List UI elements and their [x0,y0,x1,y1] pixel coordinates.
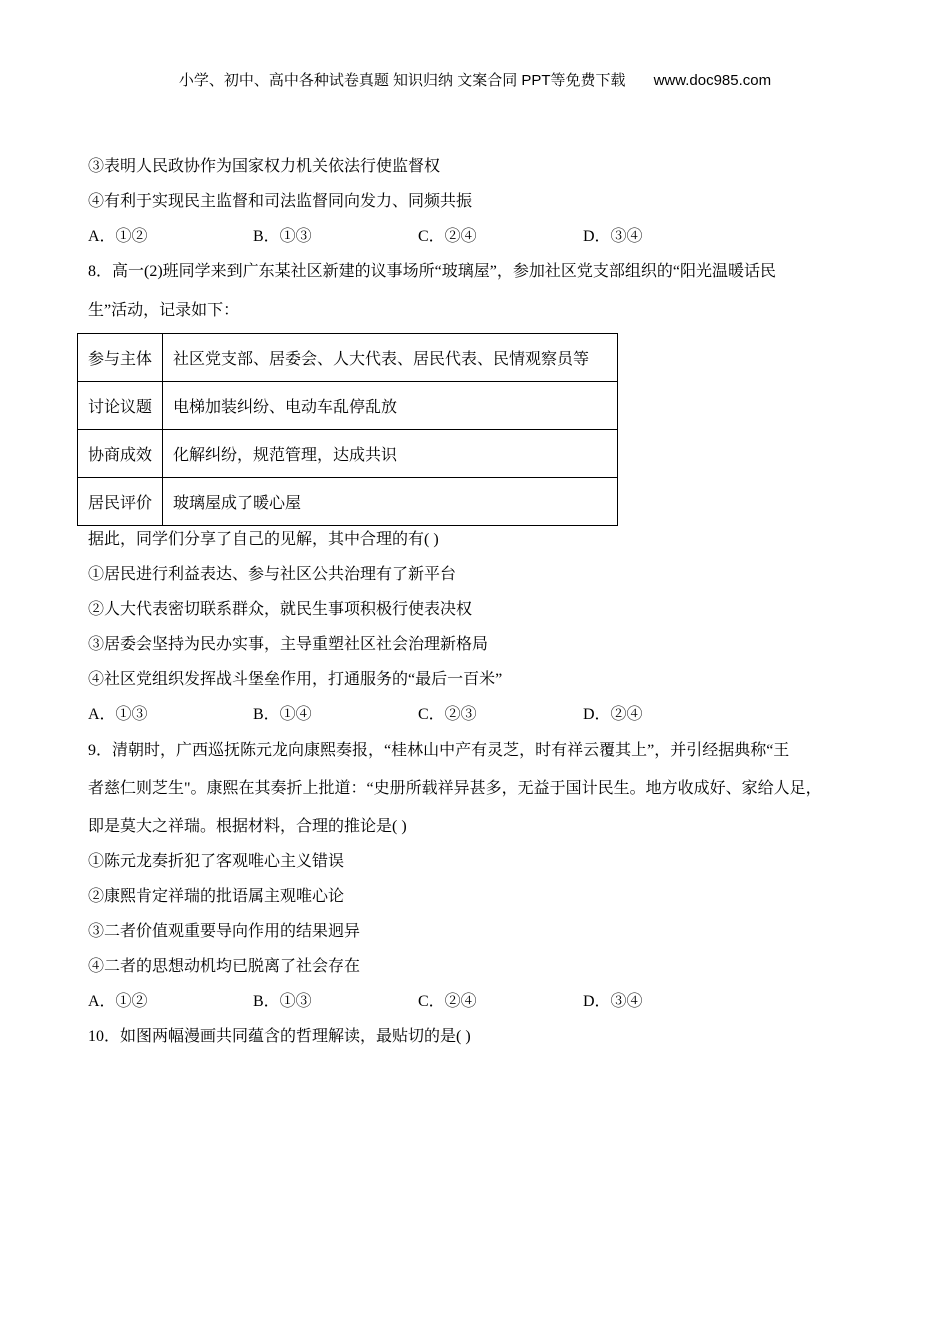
q7-option-a: A．①② [88,228,148,245]
q9-stem-line3: 即是莫大之祥瑞。根据材料，合理的推论是( ) [88,818,407,835]
header-url: www.doc985.com [653,72,772,89]
q8-stem-line1: 8．高一(2)班同学来到广东某社区新建的议事场所“玻璃屋”，参加社区党支部组织的“阳光温暖话民 [88,263,776,280]
q8-item-2: ②人大代表密切联系群众，就民生事项积极行使表决权 [88,601,473,618]
q8-option-a: A．①③ [88,706,148,723]
q9-option-b: B．①③ [253,993,312,1010]
q9-item-3: ③二者价值观重要导向作用的结果迥异 [88,923,361,940]
q9-option-d: D．③④ [583,993,643,1010]
table-key: 居民评价 [78,478,163,526]
q9-item-4: ④二者的思想动机均已脱离了社会存在 [88,958,361,975]
q9-option-c: C．②④ [418,993,477,1010]
q9-stem-line2: 者慈仁则芝生"。康熙在其奏折上批道：“史册所载祥异甚多，无益于国计民生。地方收成好、家给人足， [88,780,822,797]
q8-option-c: C．②③ [418,706,477,723]
q9-item-2: ②康熙肯定祥瑞的批语属主观唯心论 [88,888,345,905]
q7-option-d: D．③④ [583,228,643,245]
q8-option-b: B．①④ [253,706,312,723]
table-row [78,478,618,526]
page-header [0,69,950,90]
table-row [78,430,618,478]
q10-stem: 10．如图两幅漫画共同蕴含的哲理解读，最贴切的是( ) [88,1028,471,1045]
table-value: 化解纠纷，规范管理，达成共识 [163,430,618,478]
table-key: 参与主体 [78,334,163,382]
table-key: 讨论议题 [78,382,163,430]
q8-stem-line2: 生”活动，记录如下： [88,302,240,319]
table-key: 协商成效 [78,430,163,478]
q8-item-1: ①居民进行利益表达、参与社区公共治理有了新平台 [88,566,457,583]
q8-item-4: ④社区党组织发挥战斗堡垒作用，打通服务的“最后一百米” [88,671,503,688]
q9-item-1: ①陈元龙奏折犯了客观唯心主义错误 [88,853,345,870]
table-row [78,334,618,382]
q8-item-3: ③居委会坚持为民办实事，主导重塑社区社会治理新格局 [88,636,489,653]
q8-record-table [77,333,618,526]
q8-option-d: D．②④ [583,706,643,723]
q7-item-4: ④有利于实现民主监督和司法监督同向发力、同频共振 [88,193,473,210]
table-row [78,382,618,430]
header-text: 小学、初中、高中各种试卷真题 知识归纳 文案合同 PPT等免费下载 [178,72,626,89]
q9-stem-line1: 9．清朝时，广西巡抚陈元龙向康熙奏报，“桂林山中产有灵芝，时有祥云覆其上”，并引经据典称“王 [88,742,790,759]
q9-option-a: A．①② [88,993,148,1010]
table-value: 社区党支部、居委会、人大代表、居民代表、民情观察员等 [163,334,618,382]
table-value: 电梯加装纠纷、电动车乱停乱放 [163,382,618,430]
q8-prompt: 据此，同学们分享了自己的见解，其中合理的有( ) [88,531,439,548]
table-value: 玻璃屋成了暖心屋 [163,478,618,526]
q7-item-3: ③表明人民政协作为国家权力机关依法行使监督权 [88,158,441,175]
q7-option-b: B．①③ [253,228,312,245]
q7-option-c: C．②④ [418,228,477,245]
